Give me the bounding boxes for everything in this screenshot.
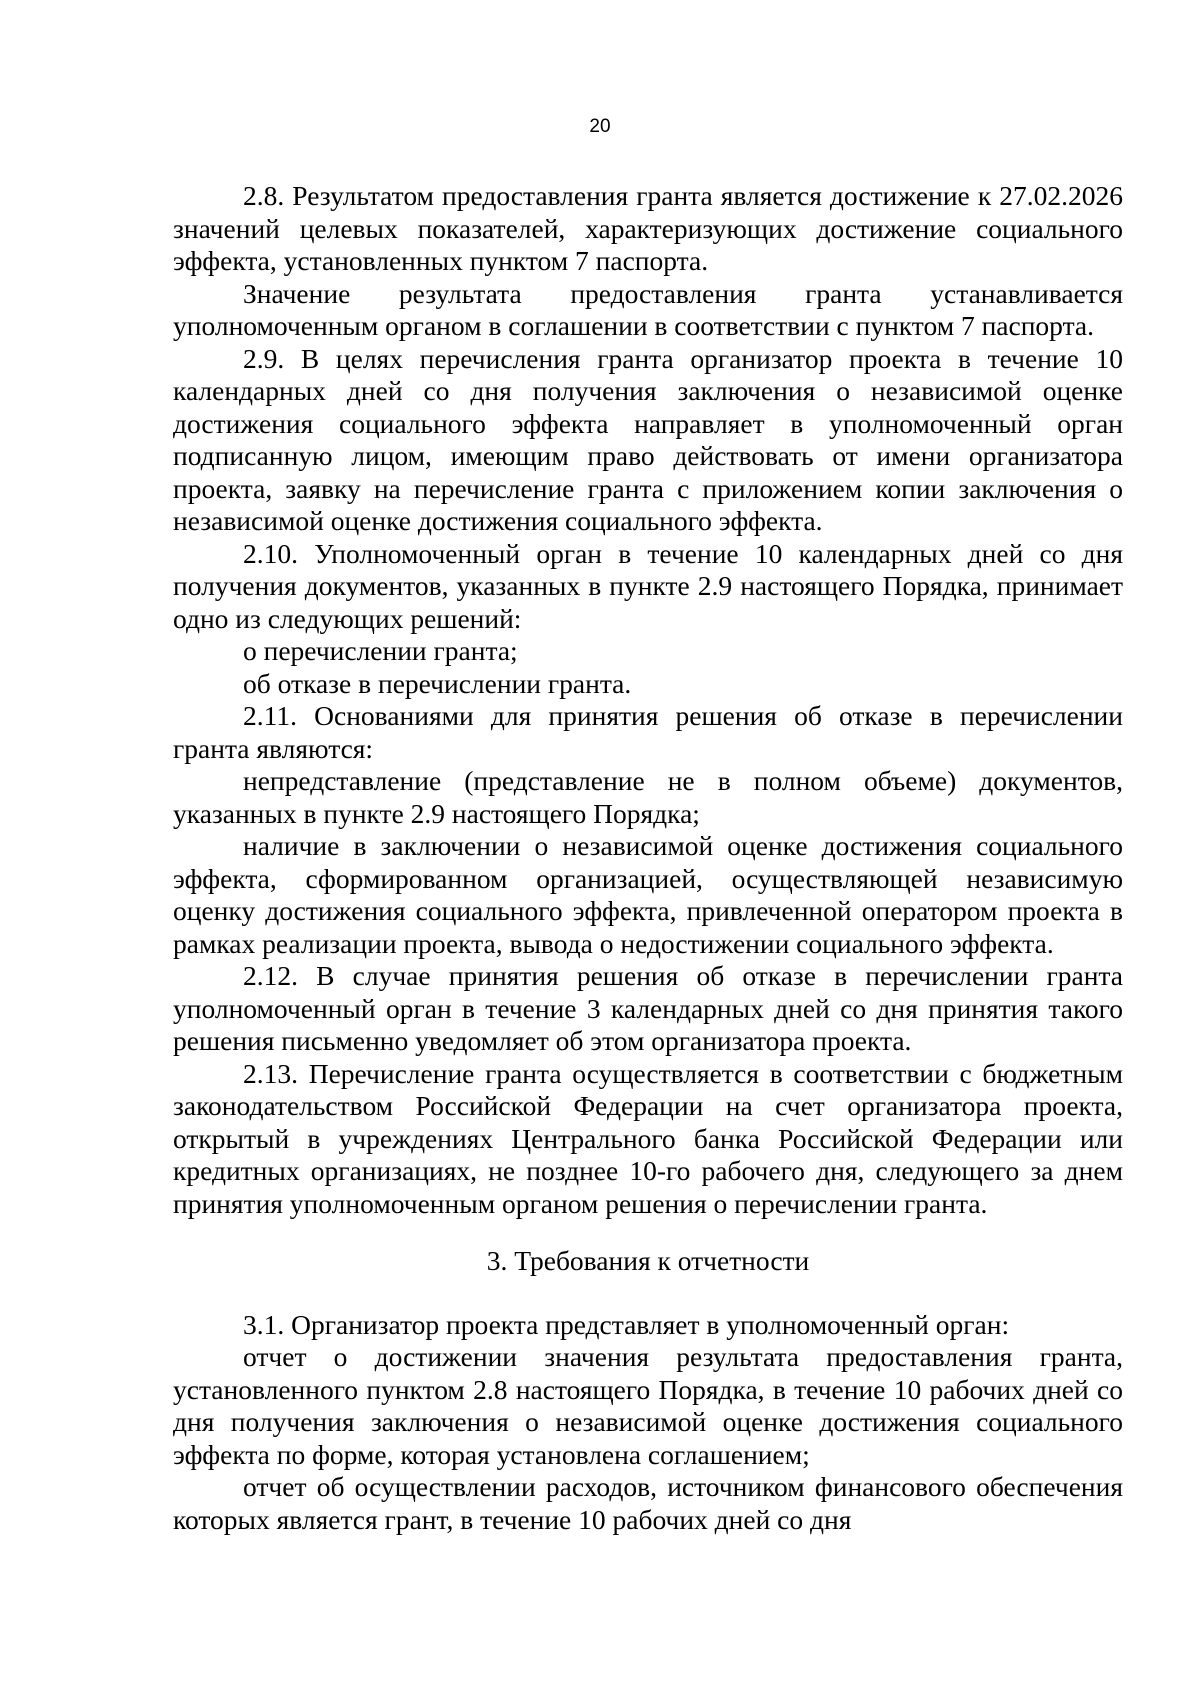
refusal-ground-documents: непредставление (представление не в полном объеме) документов, указанных в пункте 2.9 настоящего Порядка; [173,765,1123,829]
report-result-achievement: отчет о достижении значения результата предоставления гранта, установленного пунктом 2.8 настоящего Порядка, в течение 10 рабочих дней со дня получения заключения о независимой оценке достижения социального эффекта по форме, которая установлена соглашением; [173,1341,1123,1470]
paragraph-2-10: 2.10. Уполномоченный орган в течение 10 календарных дней со дня получения документов, указанных в пункте 2.9 настоящего Порядка, принимает одно из следующих решений: [173,537,1123,634]
paragraph-2-12: 2.12. В случае принятия решения об отказе в перечислении гранта уполномоченный орган в течение 3 календарных дней со дня принятия такого решения письменно уведомляет об этом организатора проекта. [173,960,1123,1056]
paragraph-2-8-value: Значение результата предоставления гранта устанавливается уполномоченным органом в соглашении в соответствии с пунктом 7 паспорта. [173,277,1123,341]
decision-option-refusal: об отказе в перечислении гранта. [243,667,632,699]
paragraph-2-8: 2.8. Результатом предоставления гранта является достижение к 27.02.2026 значений целевых показателей, характеризующих достижение социального эффекта, установленных пунктом 7 паспорта. [173,180,1123,276]
paragraph-3-1: 3.1. Организатор проекта представляет в уполномоченный орган: [243,1308,1010,1340]
paragraph-2-9: 2.9. В целях перечисления гранта организатор проекта в течение 10 календарных дней со дня получения заключения о независимой оценке достижения социального эффекта направляет в уполномоченный орган подписанную лицом, имеющим право действовать от имени организатора проекта, заявку на перечисление гранта с приложением копии заключения о независимой оценке достижения социального эффекта. [173,342,1123,536]
paragraph-2-13: 2.13. Перечисление гранта осуществляется в соответствии с бюджетным законодательством Российской Федерации на счет организатора проекта, открытый в учреждениях Центрального банка Российской Федерации или кредитных организациях, не позднее 10-го рабочего дня, следующего за днем принятия уполномоченным органом решения о перечислении гранта. [173,1057,1123,1219]
decision-option-transfer: о перечислении гранта; [243,635,518,666]
document-body [173,180,1123,1536]
refusal-ground-assessment: наличие в заключении о независимой оценке достижения социального эффекта, сформированном организацией, осуществляющей независимую оценку достижения социального эффекта, привлеченной оператором проекта в рамках реализации проекта, вывода о недостижении социального эффекта. [173,830,1123,959]
section-heading: 3. Требования к отчетности [486,1245,810,1276]
paragraph-2-11: 2.11. Основаниями для принятия решения об отказе в перечислении гранта являются: [173,700,1123,764]
report-expenses: отчет об осуществлении расходов, источником финансового обеспечения которых является грант, в течение 10 рабочих дней со дня [173,1471,1123,1535]
page-number: 20 [589,116,611,137]
